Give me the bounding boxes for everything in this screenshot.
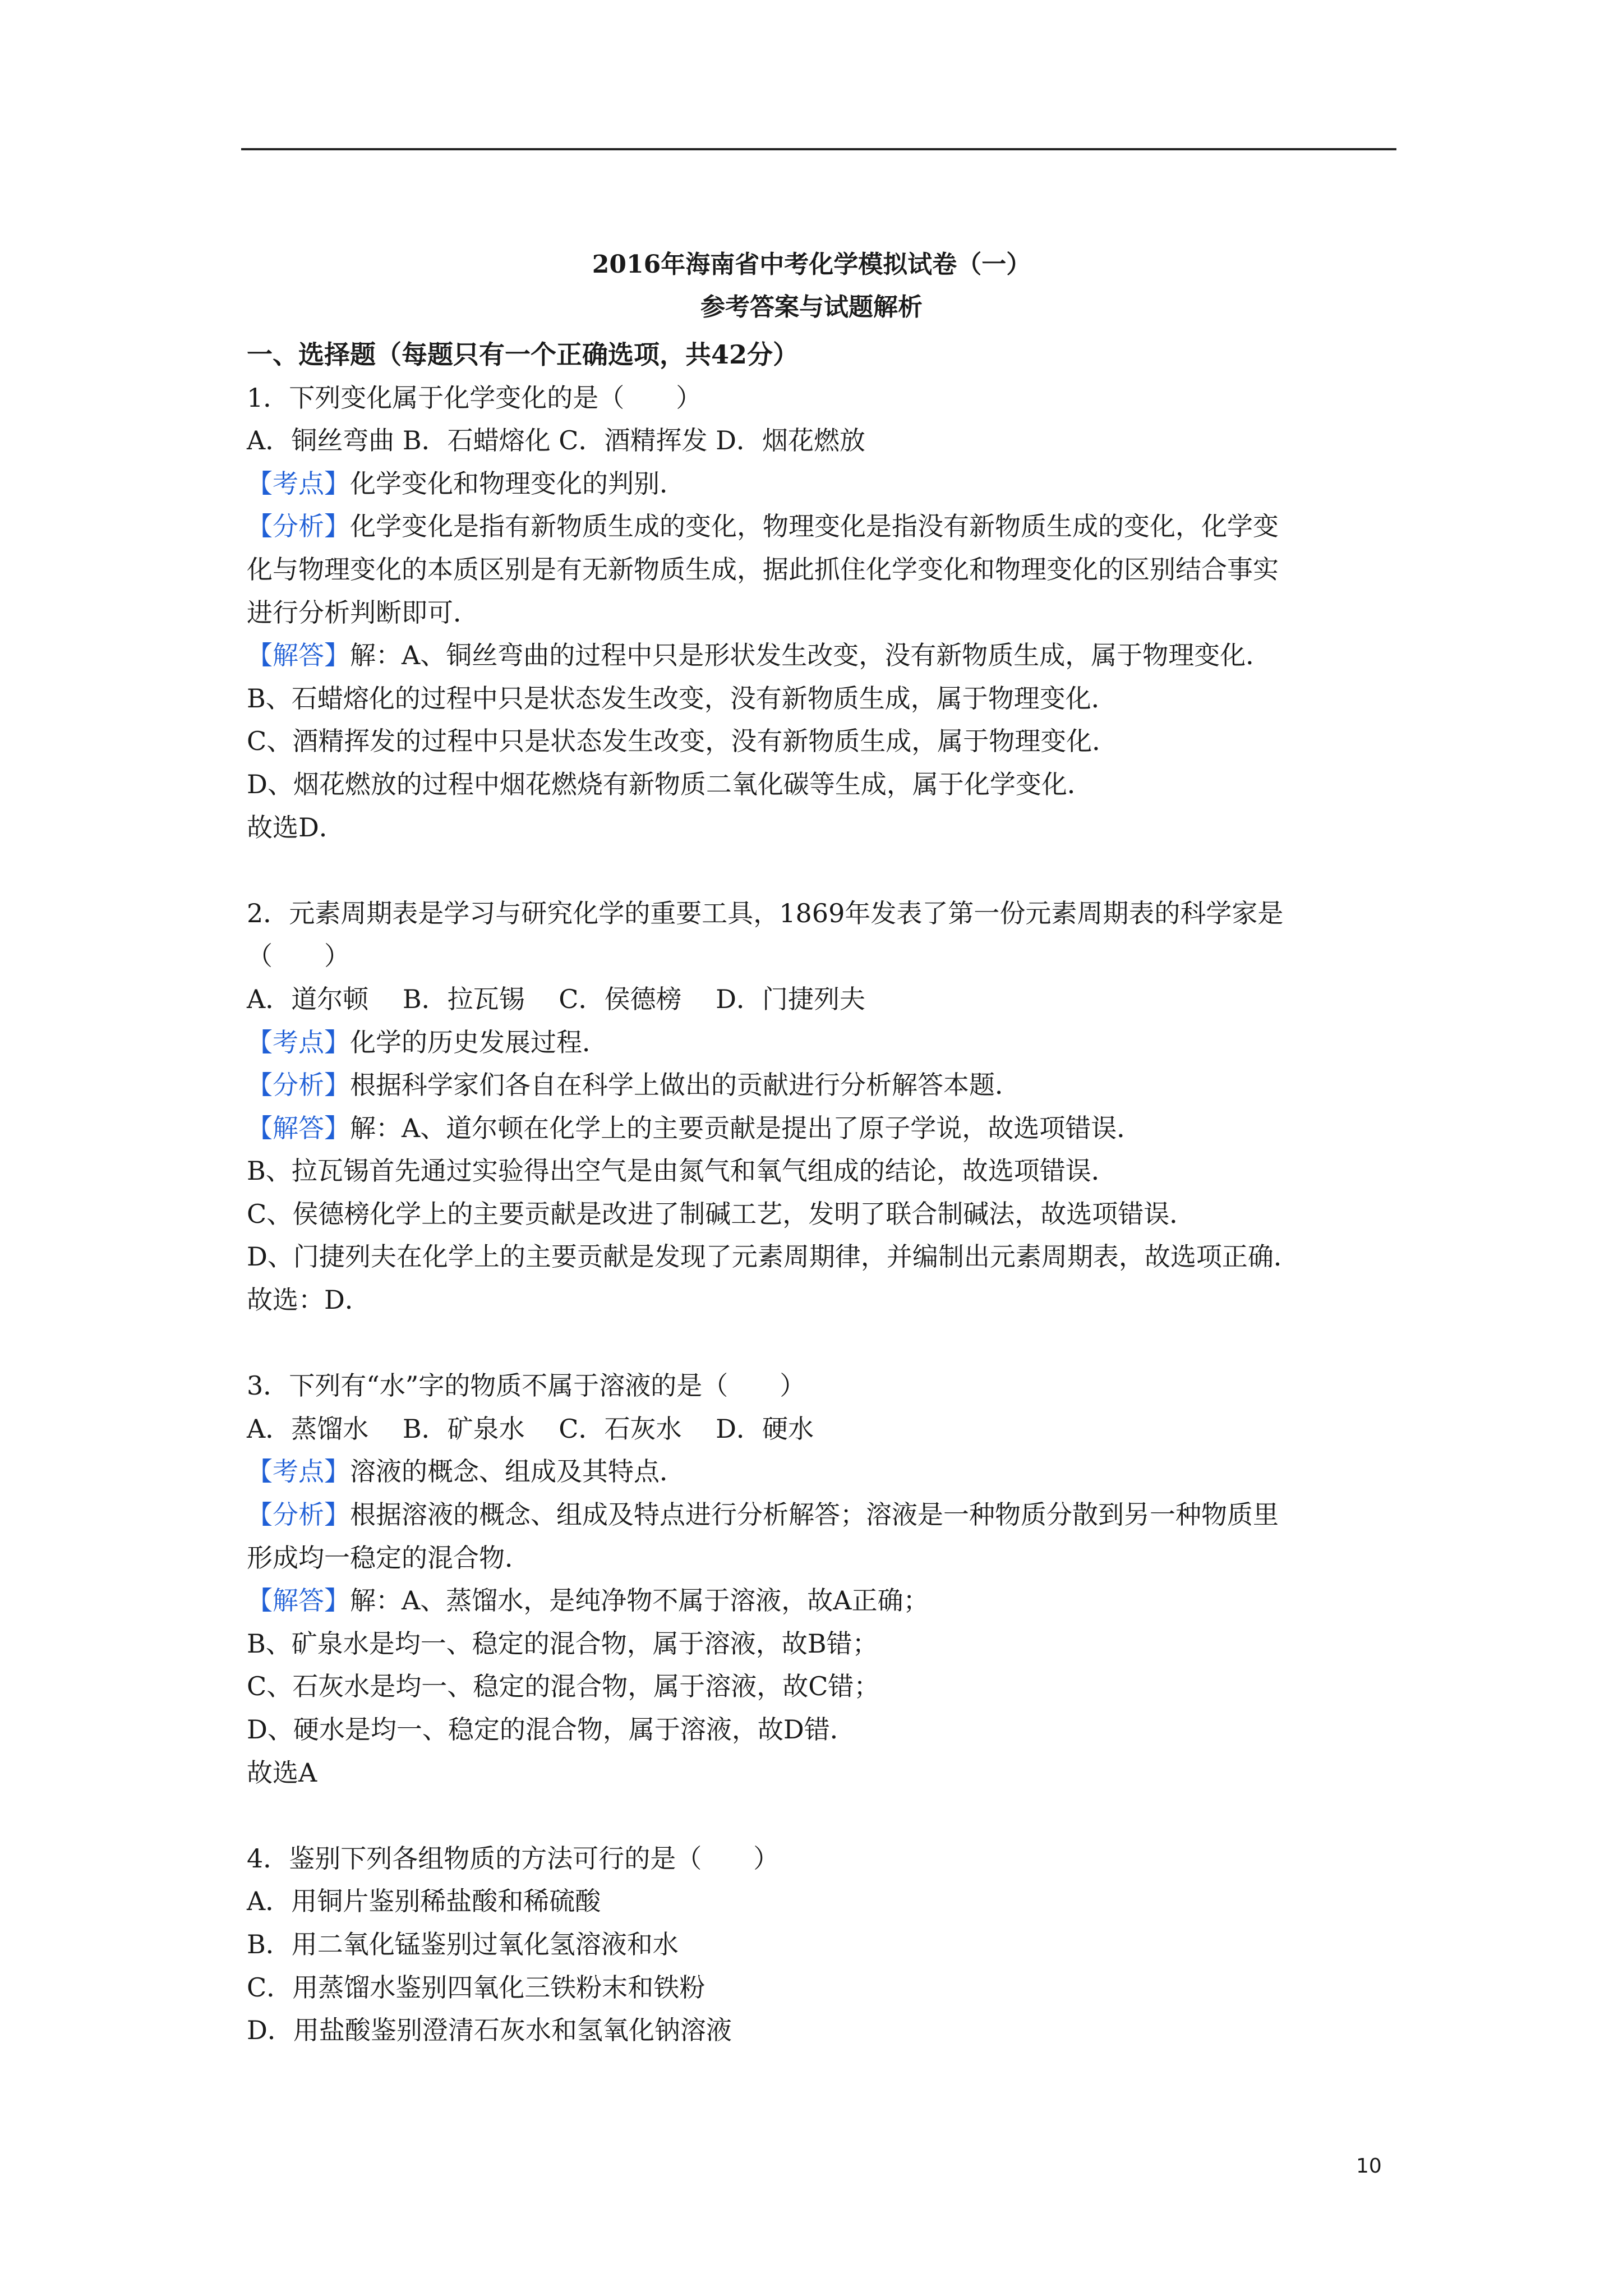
q3-fenxi: 【分析】根据溶液的概念、组成及特点进行分析解答；溶液是一种物质分散到另一种物质里	[247, 1499, 1279, 1530]
q1-answer: 故选D．	[247, 812, 345, 843]
page-title: 2016年海南省中考化学模拟试卷（一）	[592, 250, 1031, 279]
q1-fenxi-cont: 进行分析判断即可．	[247, 597, 479, 628]
q1-jieda-b: B、石蜡熔化的过程中只是状态发生改变，没有新物质生成，属于物理变化．	[247, 683, 1117, 714]
q1-jieda: 【解答】解：A、铜丝弯曲的过程中只是形状发生改变，没有新物质生成，属于物理变化．	[247, 640, 1272, 671]
kaodian-label: 【考点】	[247, 468, 350, 499]
page-subtitle: 参考答案与试题解析	[700, 293, 923, 321]
q1-kaodian: 【考点】化学变化和物理变化的判别．	[247, 468, 685, 499]
kaodian-label: 【考点】	[247, 1456, 350, 1487]
section-title: 一、选择题（每题只有一个正确选项，共42分）	[247, 339, 799, 370]
q3-kaodian: 【考点】溶液的概念、组成及其特点．	[247, 1456, 685, 1487]
kaodian-label: 【考点】	[247, 1027, 350, 1057]
q3-answer: 故选A	[247, 1757, 317, 1788]
q3-jieda-c: C、石灰水是均一、稳定的混合物，属于溶液，故C错；	[247, 1671, 880, 1702]
q2-jieda: 【解答】解：A、道尔顿在化学上的主要贡献是提出了原子学说，故选项错误．	[247, 1112, 1143, 1143]
q1-question: 1．下列变化属于化学变化的是（ ）	[247, 382, 702, 413]
q3-options: A．蒸馏水 B．矿泉水 C．石灰水 D．硬水	[247, 1413, 814, 1444]
q2-options: A．道尔顿 B．拉瓦锡 C．侯德榜 D．门捷列夫	[247, 983, 865, 1014]
q1-jieda-d: D、烟花燃放的过程中烟花燃烧有新物质二氧化碳等生成，属于化学变化．	[247, 769, 1093, 799]
q2-jieda-c: C、侯德榜化学上的主要贡献是改进了制碱工艺，发明了联合制碱法，故选项错误．	[247, 1198, 1196, 1229]
q2-kaodian: 【考点】化学的历史发展过程．	[247, 1027, 608, 1057]
q2-fenxi: 【分析】根据科学家们各自在科学上做出的贡献进行分析解答本题．	[247, 1070, 1021, 1101]
q1-jieda-c: C、酒精挥发的过程中只是状态发生改变，没有新物质生成，属于物理变化．	[247, 726, 1118, 757]
q1-fenxi-cont: 化与物理变化的本质区别是有无新物质生成，据此抓住化学变化和物理变化的区别结合事实	[247, 554, 1279, 585]
jieda-label: 【解答】	[247, 1585, 350, 1616]
q3-fenxi-cont: 形成均一稳定的混合物．	[247, 1542, 531, 1573]
jieda-label: 【解答】	[247, 640, 350, 671]
q3-jieda: 【解答】解：A、蒸馏水，是纯净物不属于溶液，故A正确；	[247, 1585, 929, 1616]
fenxi-label: 【分析】	[247, 1070, 350, 1101]
q2-answer: 故选：D．	[247, 1285, 371, 1315]
q4-option-a: A．用铜片鉴别稀盐酸和稀硫酸	[247, 1886, 601, 1917]
q3-jieda-d: D、硬水是均一、稳定的混合物，属于溶液，故D错．	[247, 1714, 856, 1745]
q1-fenxi: 【分析】化学变化是指有新物质生成的变化，物理变化是指没有新物质生成的变化，化学变	[247, 511, 1279, 542]
fenxi-label: 【分析】	[247, 1499, 350, 1530]
q4-question: 4．鉴别下列各组物质的方法可行的是（ ）	[247, 1843, 780, 1874]
q2-jieda-d: D、门捷列夫在化学上的主要贡献是发现了元素周期律，并编制出元素周期表，故选项正确．	[247, 1241, 1299, 1272]
header-rule	[241, 148, 1396, 150]
q2-question-cont: （ ）	[247, 941, 350, 972]
q4-option-d: D．用盐酸鉴别澄清石灰水和氢氧化钠溶液	[247, 2015, 732, 2046]
q3-jieda-b: B、矿泉水是均一、稳定的混合物，属于溶液，故B错；	[247, 1628, 878, 1659]
q3-question: 3．下列有“水”字的物质不属于溶液的是（ ）	[247, 1370, 806, 1401]
fenxi-label: 【分析】	[247, 511, 350, 542]
q1-options: A．铜丝弯曲 B．石蜡熔化 C．酒精挥发 D．烟花燃放	[247, 425, 865, 456]
jieda-label: 【解答】	[247, 1112, 350, 1143]
q2-question: 2．元素周期表是学习与研究化学的重要工具，1869年发表了第一份元素周期表的科学家是	[247, 898, 1284, 928]
q2-jieda-b: B、拉瓦锡首先通过实验得出空气是由氮气和氧气组成的结论，故选项错误．	[247, 1156, 1117, 1186]
q4-option-c: C．用蒸馏水鉴别四氧化三铁粉末和铁粉	[247, 1972, 706, 2003]
page-number: 10	[1356, 2155, 1382, 2178]
document-body	[247, 333, 1402, 2052]
q4-option-b: B．用二氧化锰鉴别过氧化氢溶液和水	[247, 1929, 679, 1959]
